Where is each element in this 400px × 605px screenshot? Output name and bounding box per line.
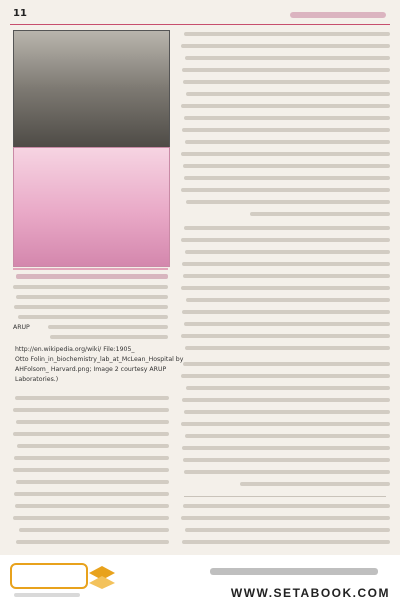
page-header <box>10 6 390 25</box>
setabook-wordmark <box>10 563 88 589</box>
footer-website-link[interactable]: WWW.SETABOOK.COM <box>230 586 390 600</box>
caption-source-author: AHFolsom_ Harvard.png; Image 2 courtesy ARUP <box>15 366 167 373</box>
running-head <box>290 12 386 18</box>
caption-source-file: Otto Folin_in_biochemistry_lab_at_McLean_Hospital by <box>15 356 184 363</box>
paragraph-divider <box>184 496 386 497</box>
main-column-top <box>180 30 390 360</box>
left-column-text <box>13 394 169 554</box>
setabook-logo-icon <box>87 564 117 590</box>
lab-photo-1905 <box>13 30 170 148</box>
figure-caption <box>13 272 168 322</box>
footer-title <box>210 568 378 575</box>
caption-source-ref-abbrev: ARUP <box>13 324 30 331</box>
caption-source-lab: Laboratories.) <box>15 376 59 383</box>
publisher-footer <box>0 555 400 605</box>
page-number: 11 <box>13 8 27 19</box>
modern-lab-photo <box>13 147 170 267</box>
main-column-lower <box>180 360 390 492</box>
logo-slogan <box>14 593 80 597</box>
caption-source-url: http://en.wikipedia.org/wiki/ File:1905_ <box>15 346 135 353</box>
main-column-bottom <box>180 500 390 554</box>
caption-rule <box>13 268 168 270</box>
figure-caption-continued <box>13 322 168 342</box>
